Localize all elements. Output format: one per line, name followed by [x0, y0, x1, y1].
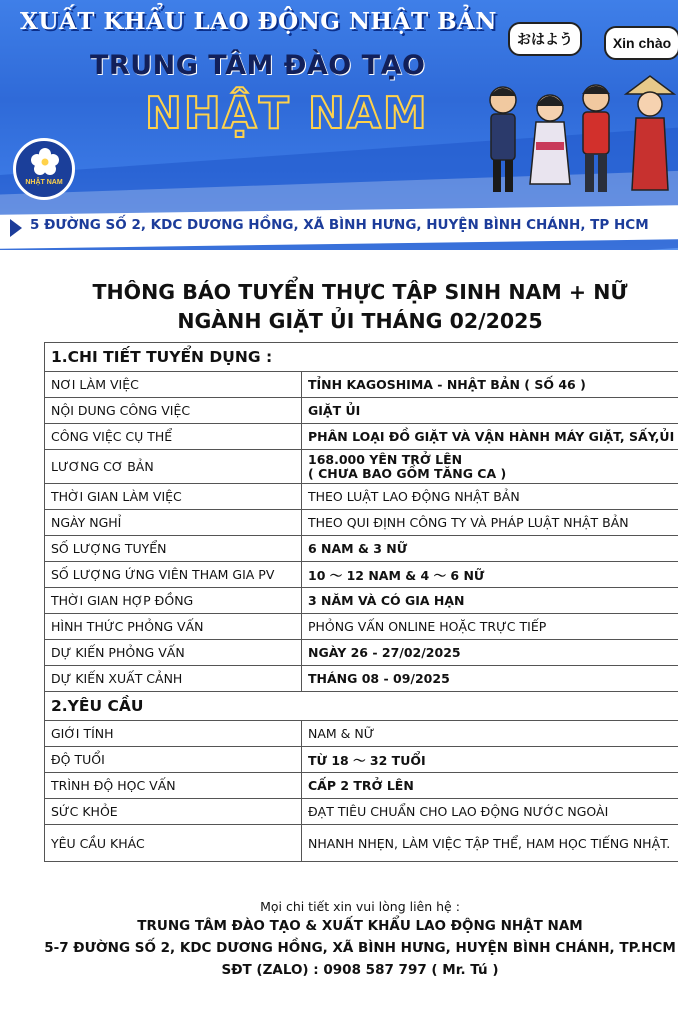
- row-label: NƠI LÀM VIỆC: [45, 372, 302, 398]
- row-value: ĐẠT TIÊU CHUẨN CHO LAO ĐỘNG NƯỚC NGOÀI: [302, 799, 678, 825]
- table-row: [45, 825, 678, 862]
- row-label: NỘI DUNG CÔNG VIỆC: [45, 398, 302, 424]
- person-3: [582, 85, 610, 192]
- table-row: [45, 666, 678, 692]
- contact-organization: TRUNG TÂM ĐÀO TẠO & XUẤT KHẨU LAO ĐỘNG NHẬT NAM: [137, 918, 583, 934]
- table-row: [45, 398, 678, 424]
- speech-bubble-japanese: おはよう: [508, 22, 582, 56]
- table-row: [45, 799, 678, 825]
- row-label: HÌNH THỨC PHỎNG VẤN: [45, 614, 302, 640]
- section-1-heading: 1.CHI TIẾT TUYỂN DỤNG :: [45, 343, 678, 372]
- row-label: TRÌNH ĐỘ HỌC VẤN: [45, 773, 302, 799]
- section-2-heading: 2.YÊU CẦU: [45, 692, 678, 721]
- row-label: NGÀY NGHỈ: [45, 510, 302, 536]
- row-value: PHỎNG VẤN ONLINE HOẶC TRỰC TIẾP: [302, 614, 678, 640]
- table-row: [45, 773, 678, 799]
- salary-line-1: 168.000 YÊN TRỞ LÊN: [308, 451, 463, 467]
- banner-subheadline: TRUNG TÂM ĐÀO TẠO: [90, 50, 426, 81]
- contact-phone: SĐT (ZALO) : 0908 587 797 ( Mr. Tú ): [221, 962, 499, 978]
- table-row: [45, 747, 678, 773]
- table-row: [45, 510, 678, 536]
- table-row: [45, 372, 678, 398]
- row-value: NHANH NHẸN, LÀM VIỆC TẬP THỂ, HAM HỌC TIẾNG NHẬT.: [302, 825, 678, 862]
- row-value: 3 NĂM VÀ CÓ GIA HẠN: [302, 588, 678, 614]
- table-row: [45, 484, 678, 510]
- notice-title: THÔNG BÁO TUYỂN THỰC TẬP SINH NAM + NỮ: [92, 280, 628, 304]
- salary-line-2: ( CHƯA BAO GỒM TĂNG CA ): [308, 465, 507, 481]
- row-label: SỨC KHỎE: [45, 799, 302, 825]
- row-value: TỪ 18 ～ 32 TUỔI: [302, 747, 678, 773]
- row-label: GIỚI TÍNH: [45, 721, 302, 747]
- section-heading-row: [45, 343, 678, 372]
- contact-address: 5-7 ĐƯỜNG SỐ 2, KDC DƯƠNG HỒNG, XÃ BÌNH HƯNG, HUYỆN BÌNH CHÁNH, TP.HCM: [44, 940, 676, 956]
- table-row: [45, 536, 678, 562]
- table-row: [45, 614, 678, 640]
- table-row: [45, 562, 678, 588]
- row-label: LƯƠNG CƠ BẢN: [45, 450, 302, 484]
- row-value: TỈNH KAGOSHIMA - NHẬT BẢN ( SỐ 46 ): [302, 372, 678, 398]
- row-label: THỜI GIAN HỢP ĐỒNG: [45, 588, 302, 614]
- row-value: [302, 450, 678, 484]
- section-heading-row: [45, 692, 678, 721]
- table-row: [45, 450, 678, 484]
- table-row: [45, 721, 678, 747]
- notice-subtitle: NGÀNH GIẶT ỦI THÁNG 02/2025: [177, 309, 543, 333]
- row-value: THÁNG 08 - 09/2025: [302, 666, 678, 692]
- person-4: [626, 76, 674, 190]
- sakura-flower-icon: [30, 147, 60, 177]
- row-label: DỰ KIẾN PHỎNG VẤN: [45, 640, 302, 666]
- recruitment-table: [44, 342, 678, 862]
- person-1: [490, 87, 516, 192]
- row-label: CÔNG VIỆC CỤ THỂ: [45, 424, 302, 450]
- person-2: [530, 95, 570, 184]
- row-value: 6 NAM & 3 NỮ: [302, 536, 678, 562]
- cartoon-people-illustration: [478, 72, 678, 202]
- header-banner: [0, 0, 678, 250]
- center-logo: [13, 138, 75, 200]
- table-row: [45, 588, 678, 614]
- banner-brand-name: NHẬT NAM: [145, 88, 429, 139]
- row-label: SỐ LƯỢNG TUYỂN: [45, 536, 302, 562]
- row-value: CẤP 2 TRỞ LÊN: [302, 773, 678, 799]
- banner-address: 5 ĐƯỜNG SỐ 2, KDC DƯƠNG HỒNG, XÃ BÌNH HƯNG, HUYỆN BÌNH CHÁNH, TP HCM: [30, 217, 649, 233]
- row-value: THEO LUẬT LAO ĐỘNG NHẬT BẢN: [302, 484, 678, 510]
- row-value: NGÀY 26 - 27/02/2025: [302, 640, 678, 666]
- ribbon-arrow-icon: [10, 219, 22, 237]
- row-label: ĐỘ TUỔI: [45, 747, 302, 773]
- banner-headline: XUẤT KHẨU LAO ĐỘNG NHẬT BẢN: [20, 8, 497, 35]
- row-value: THEO QUI ĐỊNH CÔNG TY VÀ PHÁP LUẬT NHẬT BẢN: [302, 510, 678, 536]
- row-label: DỰ KIẾN XUẤT CẢNH: [45, 666, 302, 692]
- speech-bubble-vietnamese: Xin chào: [604, 26, 678, 60]
- row-label: THỜI GIAN LÀM VIỆC: [45, 484, 302, 510]
- row-label: SỐ LƯỢNG ỨNG VIÊN THAM GIA PV: [45, 562, 302, 588]
- row-value: PHÂN LOẠI ĐỒ GIẶT VÀ VẬN HÀNH MÁY GIẶT, SẤY,ỦI: [302, 424, 678, 450]
- logo-text: NHẬT NAM: [25, 179, 63, 186]
- contact-intro: Mọi chi tiết xin vui lòng liên hệ :: [260, 899, 460, 914]
- row-value: GIẶT ỦI: [302, 398, 678, 424]
- table-row: [45, 640, 678, 666]
- row-value: NAM & NỮ: [302, 721, 678, 747]
- row-label: YÊU CẦU KHÁC: [45, 825, 302, 862]
- row-value: 10 ～ 12 NAM & 4 ～ 6 NỮ: [302, 562, 678, 588]
- table-row: [45, 424, 678, 450]
